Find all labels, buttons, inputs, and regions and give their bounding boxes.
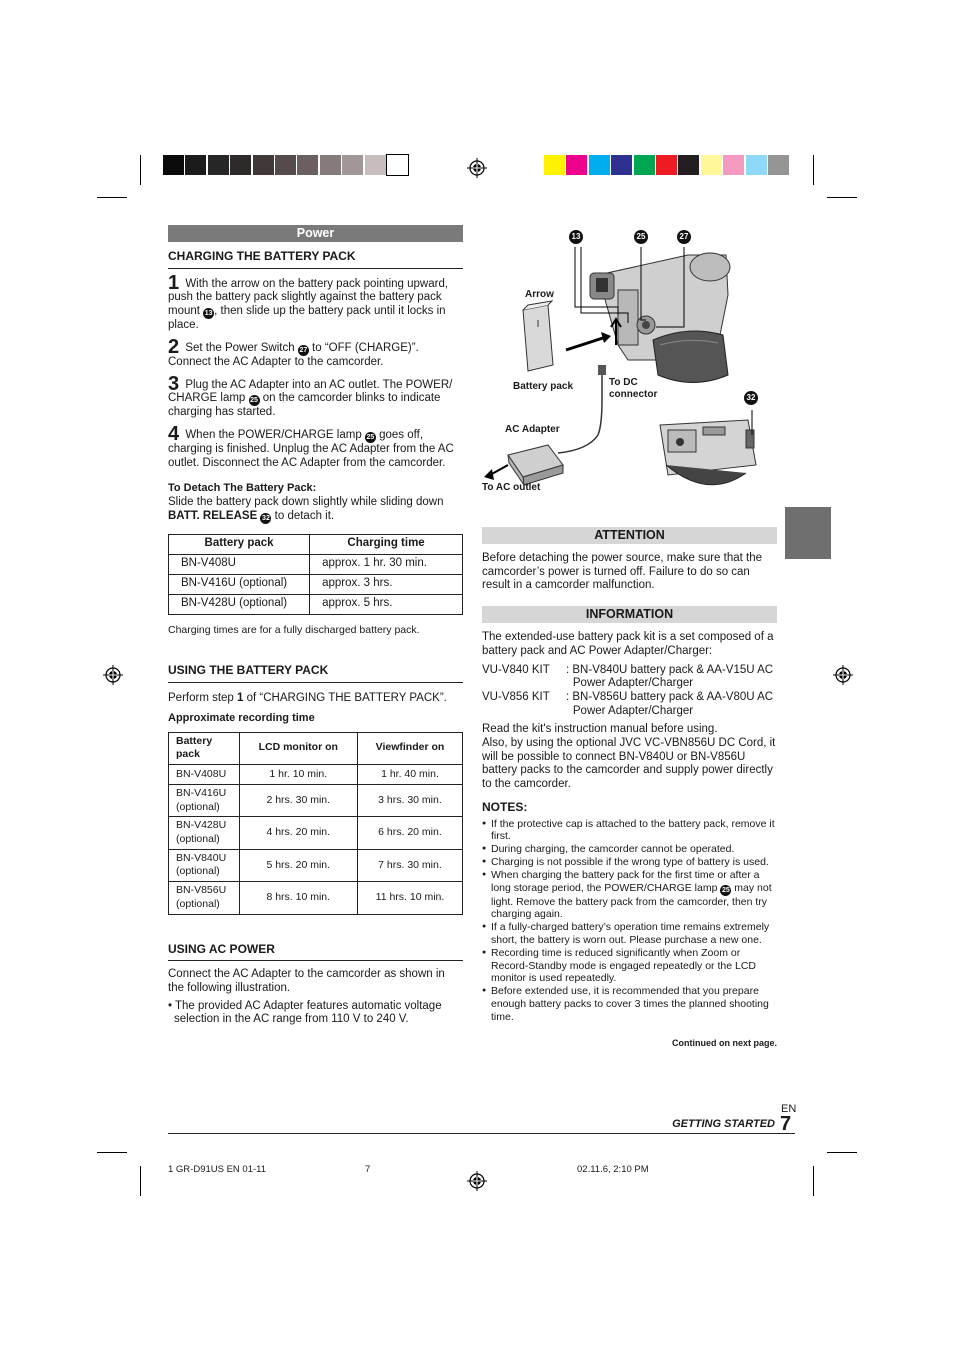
color-swatch (230, 155, 251, 175)
footer-rule (168, 1133, 795, 1134)
color-swatch (253, 155, 274, 175)
step-number: 2 (168, 335, 180, 358)
table-row (169, 849, 463, 881)
using-battery-heading: USING THE BATTERY PACK (168, 664, 463, 683)
table-header: Viewfinder on (357, 732, 462, 764)
pack-name: BN-V840U (176, 851, 227, 864)
color-swatch (208, 155, 229, 175)
ac-power-text: Connect the AC Adapter to the camcorder as shown in the following illustration. (168, 968, 445, 994)
color-swatch (656, 155, 677, 175)
color-swatch (163, 155, 184, 175)
approx-title: Approximate recording time (168, 711, 315, 724)
table-note: Charging times are for a fully discharged battery pack. (168, 623, 420, 636)
crop-mark (813, 1166, 814, 1196)
crop-mark (97, 197, 127, 198)
charging-heading: CHARGING THE BATTERY PACK (168, 250, 463, 269)
ref-number-icon: 13 (204, 310, 213, 318)
notes-list (482, 818, 777, 1024)
perform-step-number: 1 (237, 692, 244, 705)
table-cell: 1 hr. 40 min. (357, 764, 462, 784)
detach-title: To Detach The Battery Pack: (168, 482, 317, 495)
lang-label: EN (781, 1103, 797, 1115)
registration-mark-icon (467, 1171, 487, 1191)
information-intro: The extended-use battery pack kit is a set composed of a battery pack and AC Power Adapter/Charger: (482, 631, 774, 657)
table-cell (169, 784, 240, 816)
table-row (169, 817, 463, 849)
ref-number-icon: 25 (721, 886, 730, 894)
table-cell (169, 849, 240, 881)
chapter-tab (785, 507, 831, 559)
step-text: When the POWER/CHARGE lamp (185, 428, 362, 441)
kit-desc-line: Power Adapter/Charger (572, 704, 694, 717)
color-swatch (611, 155, 632, 175)
table-cell: BN-V428U (optional) (169, 594, 310, 614)
color-swatch (365, 155, 386, 175)
ref-number-icon: 32 (744, 391, 758, 405)
section-title-power: Power (168, 225, 463, 242)
detach-text-part: Slide the battery pack down slightly while sliding down (168, 496, 444, 509)
color-swatch (544, 155, 565, 175)
table-row (169, 764, 463, 784)
crop-mark (813, 155, 814, 185)
recording-time-table (168, 732, 463, 915)
table-header: LCD monitor on (239, 732, 357, 764)
color-swatch (275, 155, 296, 175)
step-text: to “OFF (CHARGE)”. Connect the AC Adapter to the camcorder. (168, 341, 419, 368)
kit-row (482, 691, 777, 718)
left-column (168, 225, 463, 1027)
step-1 (168, 271, 463, 333)
pack-optional: (optional) (176, 897, 220, 910)
kit-name: VU-V840 KIT (482, 663, 550, 676)
pack-name: BN-V428U (176, 819, 227, 832)
ref-number-icon: 13 (569, 230, 583, 244)
table-cell: 11 hrs. 10 min. (357, 882, 462, 914)
step-3 (168, 372, 463, 420)
table-row (169, 882, 463, 914)
attention-title: ATTENTION (482, 527, 777, 544)
table-cell: 4 hrs. 20 min. (239, 817, 357, 849)
table-cell: approx. 1 hr. 30 min. (310, 554, 463, 574)
perform-text: of “CHARGING THE BATTERY PACK”. (246, 692, 447, 705)
color-swatch (678, 155, 699, 175)
information-title: INFORMATION (482, 606, 777, 623)
pack-name: BN-V416U (176, 786, 227, 799)
color-swatch (297, 155, 318, 175)
attention-text: Before detaching the power source, make sure that the camcorder’s power is turned off. Failure to do so can result in a camcorder malfunction. (482, 552, 762, 592)
battery-pack-label: Battery pack (513, 381, 574, 392)
list-item: ● Before extended use, it is recommended that you prepare enough battery packs to cover 3 times the planned shooting time. (482, 985, 777, 1023)
registration-mark-icon (103, 665, 123, 685)
step-text: With the arrow on the battery pack pointing upward, push the battery pack slightly against the battery pack mount (168, 277, 449, 318)
kit-desc-line: : BN-V856U battery pack & AA-V80U AC (566, 690, 774, 703)
list-item: ● Charging is not possible if the wrong type of battery is used. (482, 856, 777, 869)
connector-label: connector (609, 389, 658, 400)
list-item: ● Recording time is reduced significantly when Zoom or Record-Standby mode is engaged repeatedly or the LCD monitor is used repeatedly. (482, 947, 777, 985)
crop-mark (97, 1152, 127, 1153)
print-code: 1 GR-D91US EN 01-11 (168, 1164, 267, 1175)
color-swatch (566, 155, 587, 175)
step-number: 3 (168, 372, 180, 395)
step-text: goes off, charging is finished. Unplug the AC Adapter from the AC outlet. Disconnect the AC Adapter from the camcorder. (168, 428, 454, 469)
camcorder-illustration (478, 225, 778, 505)
step-number: 1 (168, 271, 180, 294)
table-header: Charging time (310, 534, 463, 554)
list-item (482, 869, 777, 921)
crop-mark (827, 1152, 857, 1153)
detach-text-part: to detach it. (274, 509, 335, 522)
table-cell: 8 hrs. 10 min. (239, 882, 357, 914)
batt-release-label: BATT. RELEASE (168, 509, 258, 522)
table-cell: 3 hrs. 30 min. (357, 784, 462, 816)
ac-power-bullet: • The provided AC Adapter features automatic voltage selection in the AC range from 110 V to 240 V. (168, 999, 442, 1026)
ref-number-icon: 25 (250, 397, 258, 405)
step-text: on the camcorder blinks to indicate charging has started. (168, 392, 441, 419)
table-cell: 1 hr. 10 min. (239, 764, 357, 784)
to-dc-label: To DC (609, 377, 638, 388)
print-date: 02.11.6, 2:10 PM (577, 1164, 649, 1175)
ref-number-icon: 25 (366, 433, 375, 441)
section-name: GETTING STARTED (672, 1118, 775, 1130)
list-item: ● During charging, the camcorder cannot be operated. (482, 843, 777, 856)
kit-desc-line: : BN-V840U battery pack & AA-V15U AC (566, 663, 774, 676)
table-header: Battery pack (169, 534, 310, 554)
pack-optional: (optional) (176, 800, 220, 813)
table-row (169, 554, 463, 574)
table-cell: 7 hrs. 30 min. (357, 849, 462, 881)
table-cell (169, 764, 240, 784)
table-cell (169, 882, 240, 914)
step-text: , then slide up the battery pack until it locks in place. (168, 305, 446, 332)
arrow-label: Arrow (525, 289, 554, 300)
right-column (482, 527, 777, 1050)
step-4 (168, 422, 463, 470)
table-cell: 2 hrs. 30 min. (239, 784, 357, 816)
color-swatch (746, 155, 767, 175)
pack-optional: (optional) (176, 833, 220, 846)
color-swatch (589, 155, 610, 175)
pack-name: BN-V856U (176, 884, 227, 897)
table-cell: BN-V408U (169, 554, 310, 574)
table-cell (169, 817, 240, 849)
table-row (169, 784, 463, 816)
information-read: Read the kit's instruction manual before using. (482, 723, 718, 736)
list-item: ● If the protective cap is attached to the battery pack, remove it first. (482, 818, 777, 844)
to-ac-outlet-label: To AC outlet (482, 482, 541, 493)
notes-title: NOTES: (482, 799, 528, 814)
information-also: Also, by using the optional JVC VC-VBN856U DC Cord, it will be possible to connect BN-V840U or BN-V856U battery packs to the camcorder and supply power directly to the camcorder. (482, 737, 776, 791)
note-text: When charging the battery pack for the first time or after a long storage period, the POWER/CHARGE lamp (491, 868, 760, 894)
table-cell: approx. 5 hrs. (310, 594, 463, 614)
kit-desc (566, 664, 773, 691)
crop-mark (140, 155, 141, 185)
table-row (169, 594, 463, 614)
crop-mark (827, 197, 857, 198)
ref-number-icon: 27 (299, 346, 308, 354)
color-swatch (768, 155, 789, 175)
table-cell: approx. 3 hrs. (310, 574, 463, 594)
step-text: Plug the AC Adapter into an AC outlet. The POWER/ CHARGE lamp (168, 378, 453, 405)
pack-name: BN-V408U (176, 767, 227, 780)
camcorder-drawing (478, 225, 778, 505)
ac-power-heading: USING AC POWER (168, 943, 463, 962)
ref-number-icon: 27 (677, 230, 691, 244)
color-swatch (723, 155, 744, 175)
table-cell: 6 hrs. 20 min. (357, 817, 462, 849)
charging-time-table (168, 534, 463, 615)
print-page: 7 (365, 1164, 371, 1175)
ac-adapter-label: AC Adapter (505, 424, 560, 435)
kit-row (482, 664, 777, 691)
crop-mark (140, 1166, 141, 1196)
step-2 (168, 335, 463, 370)
registration-mark-icon (833, 665, 853, 685)
ref-number-icon: 32 (262, 514, 270, 522)
table-header: Battery pack (169, 732, 240, 764)
ref-number-icon: 25 (634, 230, 648, 244)
color-swatch (185, 155, 206, 175)
table-cell: BN-V416U (optional) (169, 574, 310, 594)
table-cell: 5 hrs. 20 min. (239, 849, 357, 881)
step-text: Set the Power Switch (185, 341, 295, 354)
perform-text: Perform step (168, 692, 234, 705)
color-swatch (320, 155, 341, 175)
color-swatch (634, 155, 655, 175)
registration-mark-icon (467, 158, 487, 178)
step-number: 4 (168, 422, 180, 445)
color-swatch (342, 155, 363, 175)
kit-name: VU-V856 KIT (482, 690, 550, 703)
list-item: ● If a fully-charged battery’s operation time remains extremely short, the battery is worn out. Please purchase a new one. (482, 921, 777, 947)
perform-step-text (168, 692, 463, 706)
note-text: may not light. Remove the battery pack from the camcorder, then try charging again. (491, 881, 772, 921)
table-row (169, 574, 463, 594)
page-number: 7 (780, 1113, 792, 1135)
color-swatch (387, 155, 408, 175)
detach-text (168, 496, 463, 524)
color-swatch (701, 155, 722, 175)
kit-desc (566, 691, 773, 718)
continued-note: Continued on next page. (672, 1037, 777, 1048)
kit-desc-line: Power Adapter/Charger (572, 677, 694, 690)
pack-optional: (optional) (176, 865, 220, 878)
